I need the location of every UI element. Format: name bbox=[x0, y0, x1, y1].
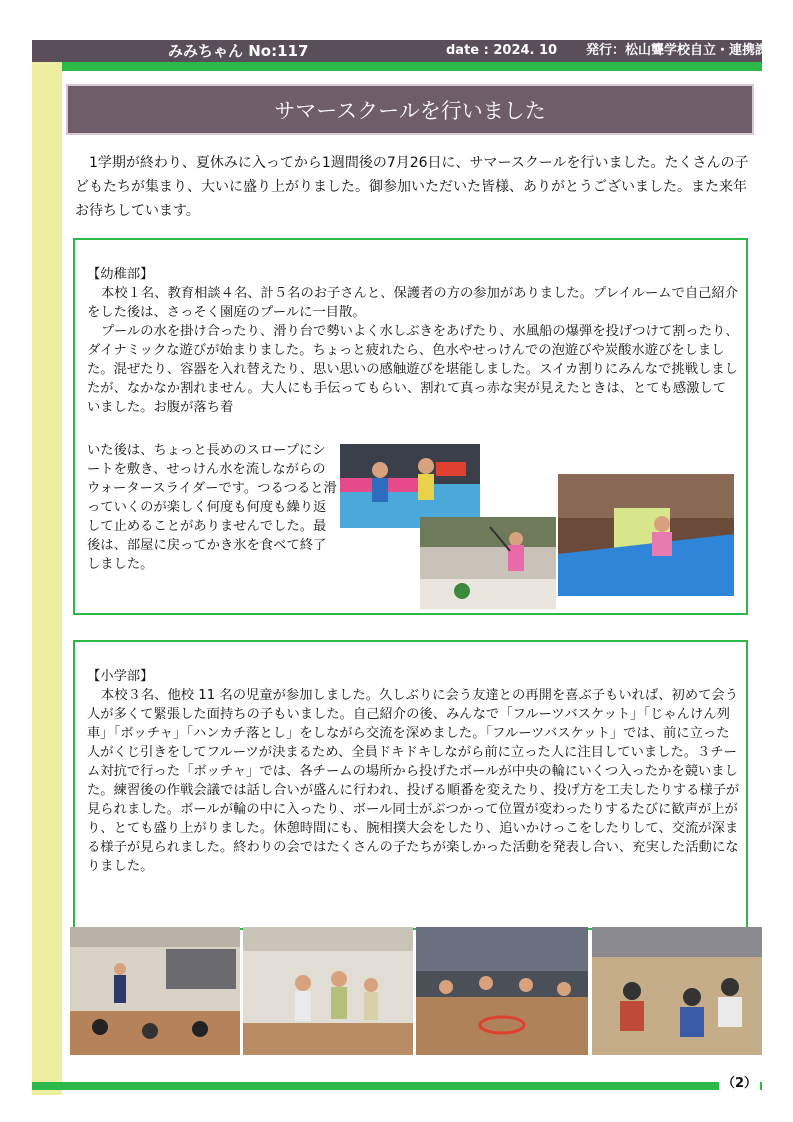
photo-handkerchief-drop bbox=[592, 927, 762, 1055]
page-title: サマースクールを行いました bbox=[274, 98, 546, 123]
header-green-rule bbox=[62, 62, 762, 71]
elementary-paragraph-1: 本校３名、他校 11 名の児童が参加しました。久しぶりに会う友達との再開を喜ぶ子もいれば、初めて会う人が多くて緊張した面持ちの子もいました。自己紹介の後、みんなで「フルーツバスケット」「じゃんけん列車」「ボッチャ」「ハンカチ落とし」をしながら交流を深めました。「フルーツバスケット」では、前に立った人がくじ引きをしてフルーツが決まるため、全員ドキドキしながら前に立った人に注目していました。３チーム対抗で行った「ボッチャ」では、各チームの場所から投げたボールが中央の輪にいくつ入ったかを競いました。練習後の作戦会議では話し合いが盛んに行われ、投げる順番を変えたり、投げ方を工夫したりする様子が見られました。ボールが輪の中に入ったり、ボール同士がぶつかって位置が変わったりするたびに歓声が上がり、とても盛り上がりました。休憩時間にも、腕相撲大会をしたり、追いかけっこをしたりして、交流が深まる様子が見られました。終わりの会ではたくさんの子たちが楽しかった活動を発表し合い、充実した活動になりました。 bbox=[87, 688, 740, 874]
publisher: 発行：松山聾学校自立・連携課 bbox=[586, 43, 769, 58]
photo-boccia bbox=[416, 927, 588, 1055]
page-number: （2） bbox=[719, 1072, 760, 1091]
newsletter-name: みみちゃん No:117 bbox=[168, 42, 309, 60]
side-color-bar bbox=[32, 40, 62, 1095]
footer-green-rule bbox=[32, 1082, 762, 1090]
elementary-text bbox=[87, 667, 741, 876]
kindergarten-paragraph-2: プールの水を掛け合ったり、滑り台で勢いよく水しぶきをあげたり、水風船の爆弾を投げつけて割ったり、ダイナミックな遊びが始まりました。ちょっと疲れたら、色水やせっけんでの泡遊びや炭酸水遊びをしました。混ぜたり、容器を入れ替えたり、思い思いの感触遊びを堪能しました。スイカ割りにみんなで挑戦しましたが、なかなか割れません。大人にも手伝ってもらい、割れて真っ赤な実が見えたときは、とても感激していました。お腹が落ち着 bbox=[87, 324, 739, 415]
photo-self-introduction bbox=[70, 927, 240, 1055]
kindergarten-text bbox=[87, 265, 739, 417]
kindergarten-paragraph-2-continued: いた後は、ちょっと長めのスロープにシートを敷き、せっけん水を流しながらのウォータースライダーです。つるつると滑っていくのが楽しく何度も何度も繰り返して止めることがありませんでした。最後は、部屋に戻ってかき氷を食べて終了しました。 bbox=[87, 443, 337, 572]
issue-date: date : 2024. 10 bbox=[446, 43, 558, 58]
kindergarten-text-continued bbox=[87, 441, 337, 574]
photo-pool-play bbox=[340, 444, 480, 528]
photo-watermelon-split bbox=[420, 517, 556, 609]
elementary-heading: 【小学部】 bbox=[87, 669, 154, 684]
photo-janken-train bbox=[243, 927, 413, 1055]
kindergarten-heading: 【幼稚部】 bbox=[87, 267, 154, 282]
title-banner bbox=[66, 84, 754, 135]
photo-water-slide bbox=[558, 474, 734, 596]
kindergarten-paragraph-1: 本校１名、教育相談４名、計５名のお子さんと、保護者の方の参加がありました。プレイルームで自己紹介をした後は、さっそく園庭のプールに一目散。 bbox=[87, 286, 739, 320]
intro-paragraph: 1学期が終わり、夏休みに入ってから1週間後の7月26日に、サマースクールを行いました。たくさんの子どもたちが集まり、大いに盛り上がりました。御参加いただいた皆様、ありがとうございました。また来年お待ちしています。 bbox=[75, 155, 749, 219]
